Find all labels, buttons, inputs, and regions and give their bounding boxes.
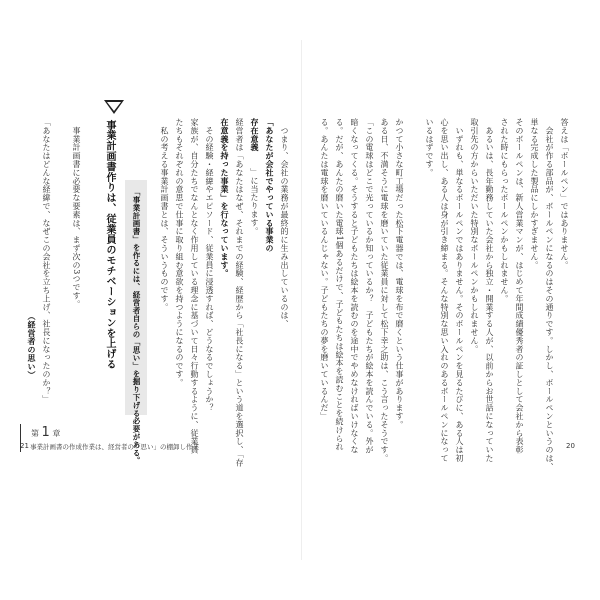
running-head: 事業計画書の作成作業は、経営者の「思い」の棚卸し作業 <box>30 443 199 451</box>
body-line: そのボールペンは、新人営業マンが、はじめて年間成績優秀者の証しとして会社から表彰 <box>515 118 524 454</box>
body-line: いるはずです。 <box>425 118 434 177</box>
folio-right: 20 <box>566 442 575 450</box>
body-line: 経営者は「あなたはなぜ、それまでの経験、経歴から「社長になる」という道を選択し、「存 <box>235 118 244 467</box>
body-line: あるいは、長年勤務していた会社から独立・開業する人が、以前からお世話になっていた <box>485 118 494 463</box>
body-line: る。だが、あんたの磨いた電球1個あるだけで、子どもたちは絵本を読むことを続けられ <box>335 118 344 452</box>
body-line: 単なる完成した製品にしかすぎません。 <box>530 118 539 270</box>
body-line: つまり、会社の業務が最終的に生み出しているのは、 <box>280 118 289 328</box>
chapter-suffix: 章 <box>52 429 61 438</box>
body-line: 暗くなってくる。そうすると子どもたちは絵本を読むのを途中でやめなければいけなくな <box>350 118 359 454</box>
heading-triangle-inner <box>107 102 121 111</box>
body-line: 取引先の方からいただいた特別なボールペンかもしれません。 <box>470 118 479 354</box>
body-line: 会社が作る部品が、ボールペンになるのはその通りです。しかし、ボールペンというのは、 <box>545 118 554 471</box>
body-line: その経験・経緯やエピソード、従業員に浸透すれば、どうなるでしょうか？ <box>205 118 214 412</box>
page-gutter <box>301 40 302 560</box>
body-line: 」に当たります。 <box>250 168 259 236</box>
emphasis-word: 存在意義 <box>250 118 259 152</box>
folio-left: 21 <box>20 442 29 450</box>
body-line: 答えは「ボールペン」ではありません。 <box>560 118 569 270</box>
chapter-label <box>31 425 60 440</box>
body-line: 心を思い出し、ある人は身が引き締まる。そんな特別な思い入れのあるボールペンになって <box>440 118 449 463</box>
emphasis-line: 在意義を持った事業」を行なっています。 <box>220 118 229 278</box>
emphasis-line: （経営者の思い） <box>27 312 36 380</box>
chapter-number: 1 <box>41 425 50 440</box>
body-line: 私の考える事業計画書とは、そういうものです。 <box>160 118 169 312</box>
body-line: る。あんたは電球を磨いているんじゃない。子どもたちの夢を磨いているんだ」 <box>320 118 329 421</box>
body-line: たちもそれぞれの意思で仕事に取り組む意欲を持つようになるのです。 <box>175 118 184 387</box>
callout-text: 「事業計画書」を作るには、経営者自らの「思い」を掘り下げる必要がある。 <box>132 188 141 465</box>
section-heading: 事業計画書作りは、従業員のモチベーションを上げる <box>104 120 115 370</box>
body-line: 「この電球はどこで光っているか知っているか？ 子どもたちが絵本を読んでいる。外が <box>365 118 374 454</box>
body-line: いずれも、単なるボールペンではありません。そのボールペンを見るたびに、ある人は初 <box>455 118 464 463</box>
body-line: ある日、不満そうに電球を磨いていた従業員に対して松下幸之助は、こう言ったそうです。 <box>380 118 389 463</box>
emphasis-line: 「あなたが会社でやっている事業の <box>265 118 274 253</box>
body-line: 「あなたはどんな経緯で、なぜこの会社を立ち上げ、社長になったのか？」 <box>42 118 51 404</box>
callout-box <box>125 180 147 465</box>
body-line: された時にもらったボールペンかもしれません。 <box>500 118 509 303</box>
body-line: 事業計画書に必要な要素は、まず次の3つです。 <box>72 118 81 309</box>
body-line: かつて小さな町工場だった松下電器では、電球を布で磨くという仕事があります。 <box>395 118 404 429</box>
body-line: 家族が、自分たちでなんとなく作用している理念に基づいて日々行動するように、従業員 <box>190 118 199 454</box>
chapter-prefix: 第 <box>31 429 39 438</box>
